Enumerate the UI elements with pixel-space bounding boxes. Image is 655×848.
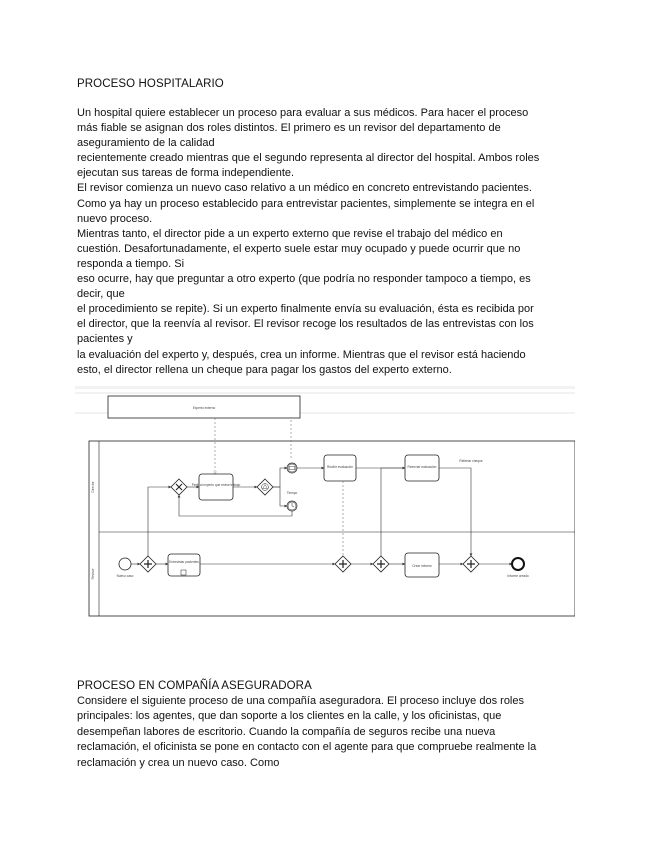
text-line: ejecutan sus tareas de forma independiente. bbox=[77, 167, 295, 180]
text-line: reclamación, el oficinista se pone en contacto con el agente para que compruebe realmente la bbox=[77, 741, 537, 754]
text-line: El revisor comienza un nuevo caso relativo a un médico en concreto entrevistando pacientes. bbox=[77, 182, 532, 195]
text-line: nuevo proceso. bbox=[77, 212, 153, 225]
task-fill-check-label: Rellenar cheque bbox=[459, 459, 483, 463]
message-catch-event bbox=[287, 463, 297, 473]
section-heading-hospital: PROCESO HOSPITALARIO bbox=[77, 78, 224, 90]
text-line: aseguramiento de la calidad bbox=[77, 137, 215, 150]
task-interview-label: Entrevistar pacientes bbox=[169, 560, 199, 564]
text-line: desempeñan labores de escritorio. Cuando la compañía de seguros recibe una nueva bbox=[77, 725, 496, 738]
lane-label-director: Director bbox=[91, 481, 95, 493]
text-line: Un hospital quiere establecer un proceso para evaluar a sus médicos. Para hacer el proceso bbox=[77, 107, 529, 119]
timer-event bbox=[287, 501, 297, 511]
text-line: cuestión. Desafortunadamente, el experto suele estar muy ocupado y puede ocurrir que no bbox=[77, 242, 521, 255]
section-heading-insurance: PROCESO EN COMPAÑÍA ASEGURADORA bbox=[77, 680, 312, 692]
text-line: la evaluación del experto y, después, crea un informe. Mientras que el revisor está haciendo bbox=[77, 348, 526, 361]
pool-label-expert: Experto externo bbox=[192, 406, 216, 410]
task-receive-evaluation-label: Recibir evaluación bbox=[326, 465, 354, 469]
end-event-label: Informe creado bbox=[507, 574, 529, 578]
bpmn-diagram bbox=[75, 382, 575, 620]
start-event bbox=[119, 558, 131, 570]
task-ask-expert bbox=[199, 474, 233, 500]
text-line: esto, el director rellena un cheque para pagar los gastos del experto externo. bbox=[77, 363, 452, 376]
task-ask-expert-label: Pedir al experto que revise trabajo bbox=[191, 483, 241, 487]
text-line: Mientras tanto, el director pide a un experto externo que revise el trabajo del médico en bbox=[77, 227, 503, 240]
section-text-hospital bbox=[77, 106, 577, 378]
task-create-report-label: Crear informe bbox=[412, 564, 432, 568]
text-line: recientemente creado mientras que el segundo representa al director del hospital. Ambos roles bbox=[77, 152, 540, 165]
text-line: decir, que bbox=[77, 288, 125, 301]
start-event-label: Nuevo caso bbox=[116, 574, 134, 578]
text-line: el director, que la reenvía al revisor. El revisor recoge los resultados de las entrevistas con los bbox=[77, 318, 534, 331]
text-line: responda a tiempo. Si bbox=[77, 257, 185, 270]
text-line: Considere el siguiente proceso de una compañía aseguradora. El proceso incluye dos roles bbox=[77, 695, 524, 707]
text-line: reclamación y crea un nuevo caso. Como bbox=[77, 756, 280, 769]
text-line: pacientes y bbox=[77, 333, 133, 346]
end-event bbox=[512, 558, 524, 570]
text-line: eso ocurre, hay que preguntar a otro experto (que podría no responder tampoco a tiempo, es bbox=[77, 273, 531, 286]
timer-event-label: Tiempo bbox=[286, 491, 298, 495]
lane-label-revisor: Revisor bbox=[91, 568, 95, 580]
text-line: más fiable se asignan dos roles distintos. El primero es un revisor del departamento de bbox=[77, 122, 501, 135]
text-line: principales: los agentes, que dan soporte a los clientes en la calle, y los oficinistas, que bbox=[77, 710, 502, 723]
text-line: Como ya hay un proceso establecido para entrevistar pacientes, simplemente se integra en el bbox=[77, 197, 535, 210]
section-text-insurance bbox=[77, 694, 577, 771]
text-line: el procedimiento se repite). Si un experto finalmente envía su evaluación, ésta es recibida por bbox=[77, 303, 534, 316]
task-forward-evaluation-label: Reenviar evaluación bbox=[407, 465, 437, 469]
